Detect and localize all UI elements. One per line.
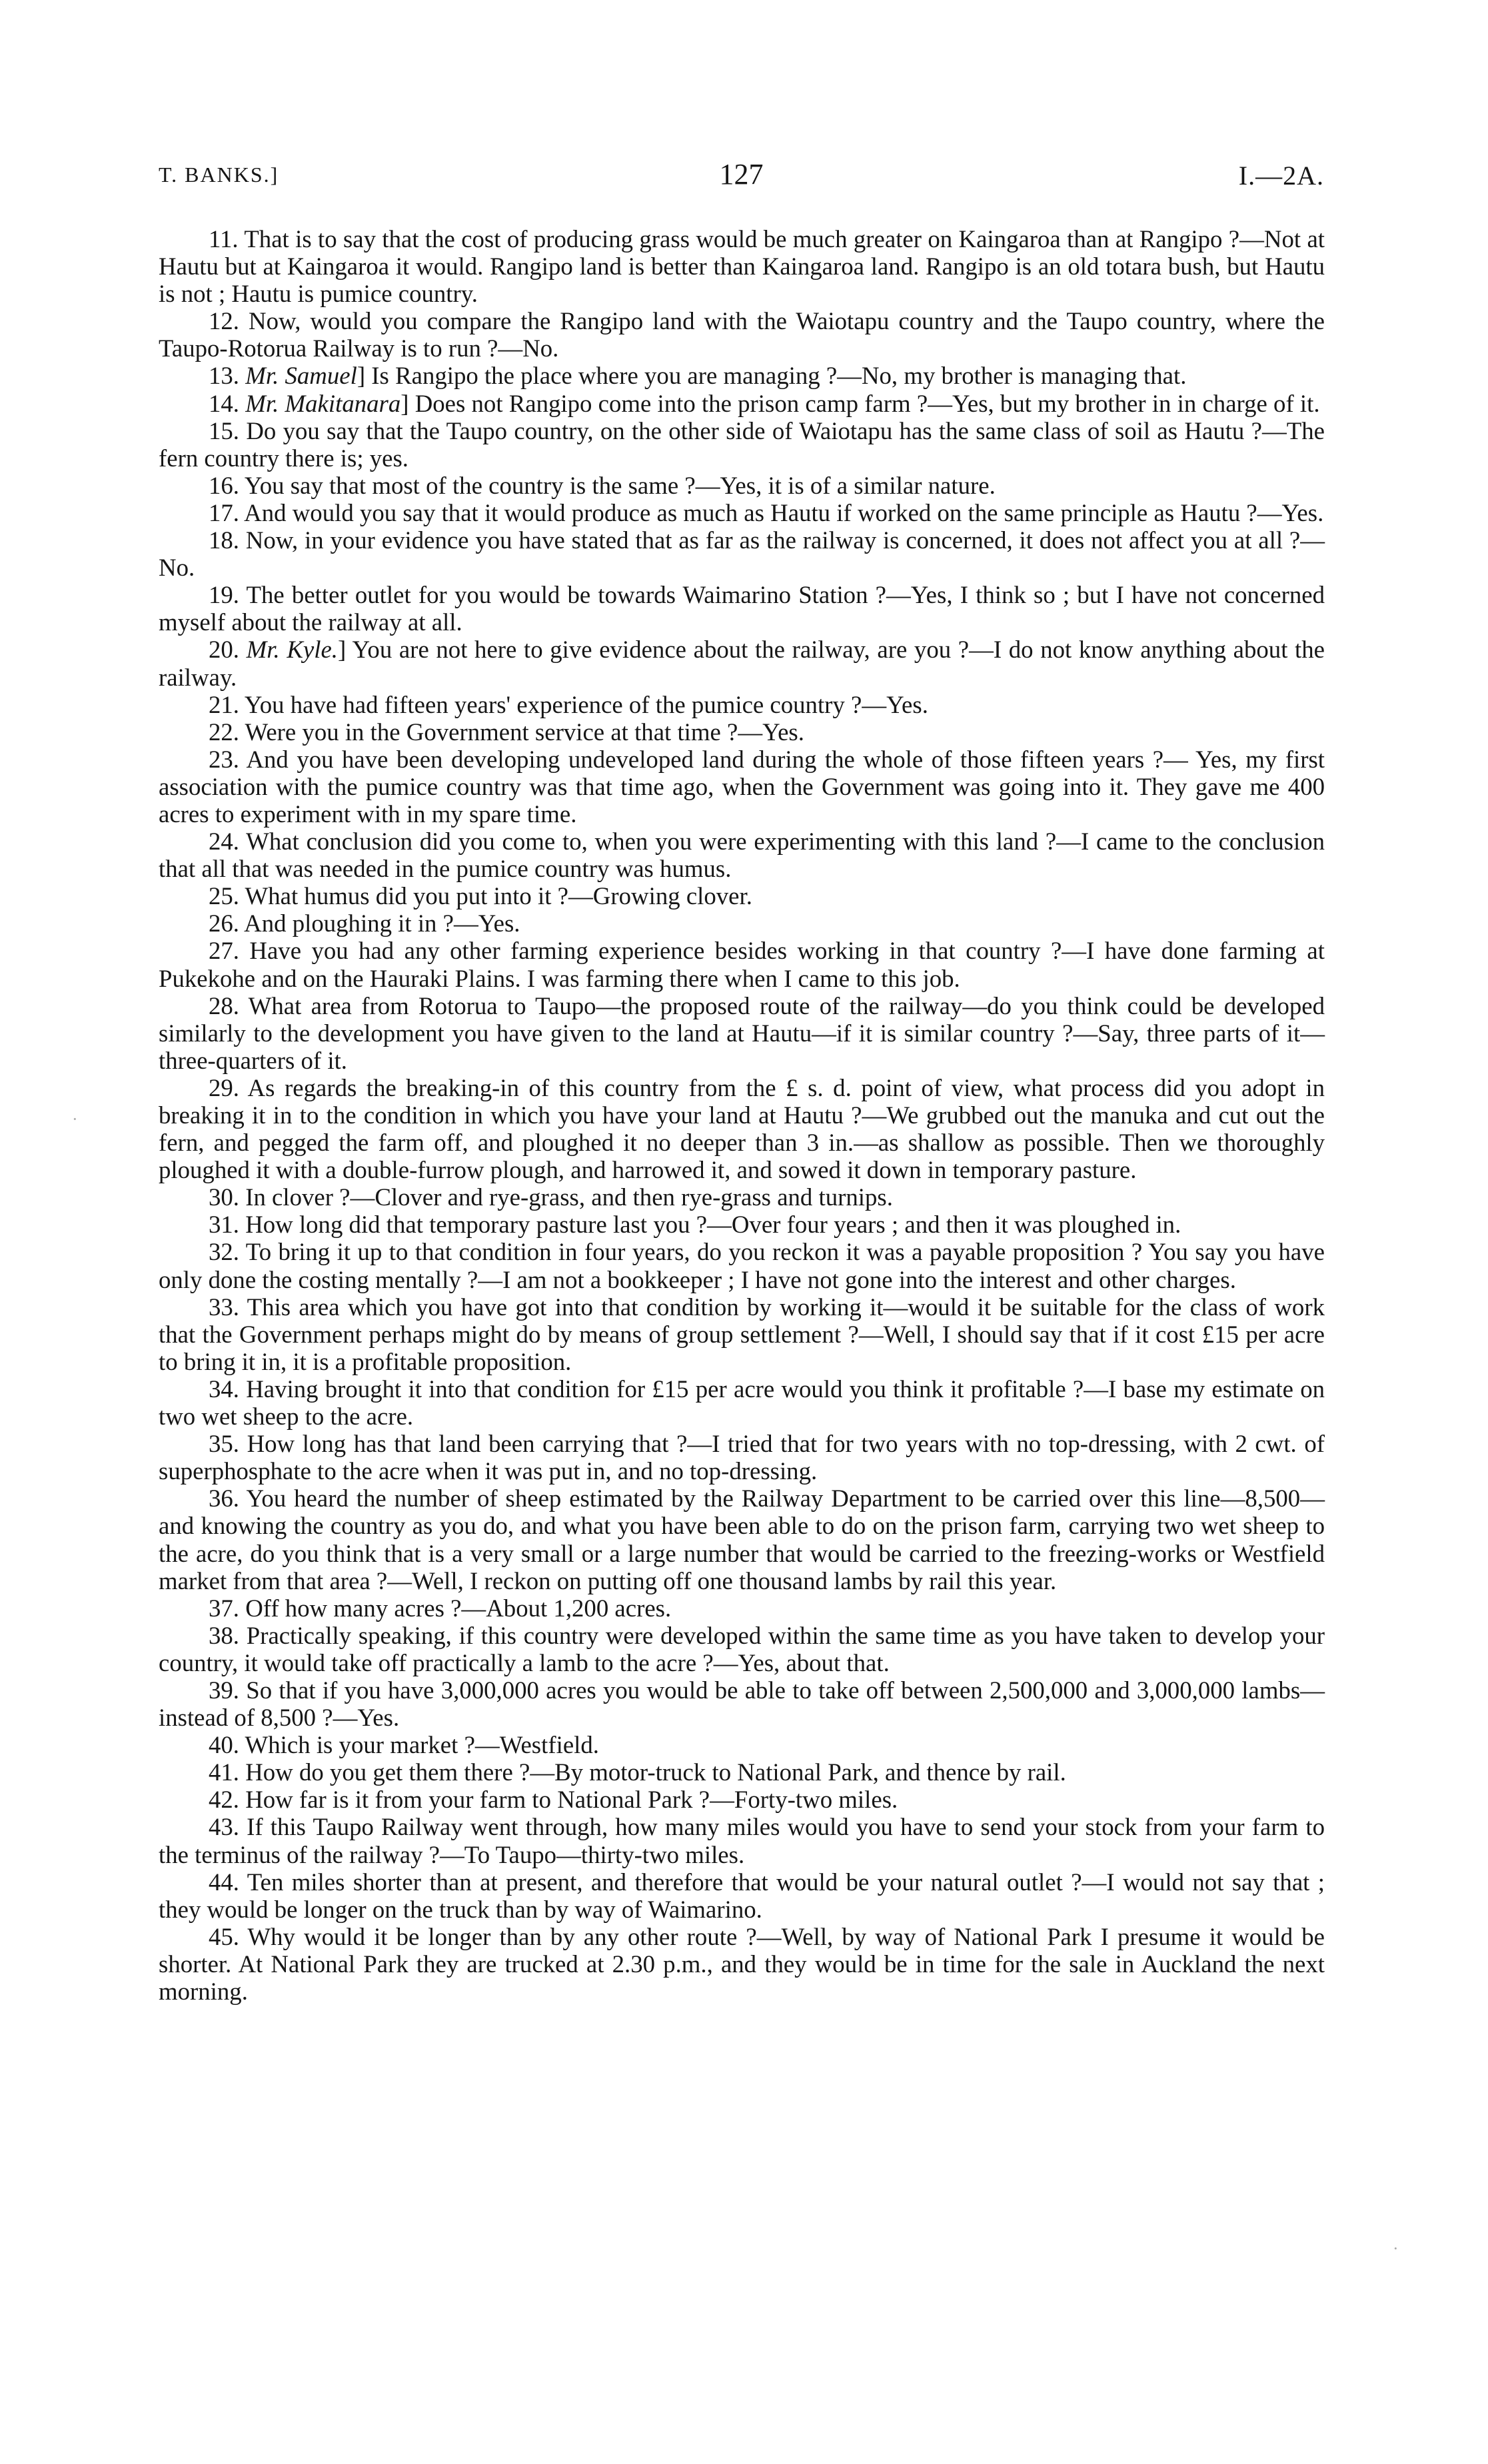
question-45: 45. Why would it be longer than by any other route ?—Well, by way of National Park I presume it would be shorter. At National Park they are trucked at 2.30 p.m., and they would be in time for the sale in Auckland the next morning. <box>159 1922 1325 2005</box>
question-31: 31. How long did that temporary pasture last you ?—Over four years ; and then it was ploughed in. <box>209 1211 1181 1239</box>
question-35: 35. How long has that land been carrying that ?—I tried that for two years with no top-dressing, with 2 cwt. of superphosphate to the acre when it was put in, and no top-dressing. <box>159 1430 1325 1485</box>
question-41: 41. How do you get them there ?—By motor-truck to National Park, and thence by rail. <box>209 1758 1066 1786</box>
question-24: 24. What conclusion did you come to, when you were experimenting with this land ?—I came to the conclusion that all that was needed in the pumice country was humus. <box>159 828 1325 883</box>
question-30: 30. In clover ?—Clover and rye-grass, and then rye-grass and turnips. <box>209 1183 893 1211</box>
question-43: 43. If this Taupo Railway went through, how many miles would you have to send your stock from your farm to the terminus of the railway ?—To Taupo—thirty-two miles. <box>159 1813 1325 1868</box>
page-number: 127 <box>719 158 764 191</box>
document-reference: I.—2A. <box>1238 161 1324 191</box>
scan-speck: · <box>1393 2239 1399 2258</box>
question-18: 18. Now, in your evidence you have stated that as far as the railway is concerned, it does not affect you at all ?—No. <box>159 526 1325 582</box>
question-19: 19. The better outlet for you would be towards Waimarino Station ?—Yes, I think so ; but I have not concerned myself about the railway at all. <box>159 581 1325 636</box>
question-27: 27. Have you had any other farming experience besides working in that country ?—I have done farming at Pukekohe and on the Hauraki Plains. I was farming there when I came to this job. <box>159 937 1325 992</box>
page-header <box>159 157 1324 197</box>
question-13: 13. Mr. Samuel] Is Rangipo the place where you are managing ?—No, my brother is managing that. <box>209 362 1187 390</box>
question-42: 42. How far is it from your farm to National Park ?—Forty-two miles. <box>209 1786 898 1814</box>
question-44: 44. Ten miles shorter than at present, and therefore that would be your natural outlet ?—I would not say that ; they would be longer on the truck than by way of Waimarino. <box>159 1868 1325 1923</box>
question-16: 16. You say that most of the country is the same ?—Yes, it is of a similar nature. <box>209 471 996 499</box>
question-33: 33. This area which you have got into that condition by working it—would it be suitable for the class of work that the Government perhaps might do by means of group settlement ?—Well, I should say that if it cost £15 per acre to bring it in, it is a profitable proposition. <box>159 1293 1325 1375</box>
question-37: 37. Off how many acres ?—About 1,200 acres. <box>209 1594 672 1622</box>
question-14: 14. Mr. Makitanara] Does not Rangipo come into the prison camp farm ?—Yes, but my brother in in charge of it. <box>209 389 1320 417</box>
question-32: 32. To bring it up to that condition in four years, do you reckon it was a payable proposition ? You say you have only done the costing mentally ?—I am not a bookkeeper ; I have not gone into the interest and other charges. <box>159 1238 1325 1293</box>
speaker-name: Mr. Kyle. <box>246 636 338 664</box>
question-34: 34. Having brought it into that condition for £15 per acre would you think it profitable ?—I base my estimate on two wet sheep to the acre. <box>159 1375 1325 1431</box>
testimony-body <box>159 225 1325 2005</box>
question-21: 21. You have had fifteen years' experience of the pumice country ?—Yes. <box>209 690 928 718</box>
question-26: 26. And ploughing it in ?—Yes. <box>209 910 520 937</box>
question-12: 12. Now, would you compare the Rangipo land with the Waiotapu country and the Taupo country, where the Taupo-Rotorua Railway is to run ?—No. <box>159 307 1325 362</box>
speaker-name: Mr. Makitanara <box>245 389 401 417</box>
question-36: 36. You heard the number of sheep estimated by the Railway Department to be carried over this line—8,500—and knowing the country as you do, and what you have been able to do on the prison farm, carrying two wet sheep to the acre, do you think that is a very small or a large number that would be carried to the freezing-works or Westfield market from that area ?—Well, I reckon on putting off one thousand lambs by rail this year. <box>159 1485 1325 1594</box>
speaker-name: Mr. Samuel <box>245 362 357 390</box>
question-17: 17. And would you say that it would produce as much as Hautu if worked on the same principle as Hautu ?—Yes. <box>209 498 1324 526</box>
scan-speck: · <box>72 1109 78 1129</box>
question-39: 39. So that if you have 3,000,000 acres you would be able to take off between 2,500,000 and 3,000,000 lambs—instead of 8,500 ?—Yes. <box>159 1676 1325 1732</box>
question-29: 29. As regards the breaking-in of this country from the £ s. d. point of view, what process did you adopt in breaking it in to the condition in which you have your land at Hautu ?—We grubbed out the manuka and cut out the fern, and pegged the farm off, and ploughed it no deeper than 3 in.—as shallow as possible. Then we thoroughly ploughed it with a double-furrow plough, and harrowed it, and sowed it down in temporary pasture. <box>159 1073 1325 1184</box>
question-22: 22. Were you in the Government service at that time ?—Yes. <box>209 718 804 746</box>
question-38: 38. Practically speaking, if this country were developed within the same time as you have taken to develop your country, it would take off practically a lamb to the acre ?—Yes, about that. <box>159 1621 1325 1676</box>
question-11: 11. That is to say that the cost of producing grass would be much greater on Kaingaroa than at Rangipo ?—Not at Hautu but at Kaingaroa it would. Rangipo land is better than Kaingaroa land. Rangipo is an old totara bush, but Hautu is not ; Hautu is pumice country. <box>159 225 1325 308</box>
question-25: 25. What humus did you put into it ?—Growing clover. <box>209 882 752 910</box>
question-40: 40. Which is your market ?—Westfield. <box>209 1731 599 1759</box>
question-28: 28. What area from Rotorua to Taupo—the proposed route of the railway—do you think could be developed similarly to the development you have given to the land at Hautu—if it is similar country ?—Say, three parts of it—three-quarters of it. <box>159 991 1325 1074</box>
witness-name: T. BANKS.] <box>159 163 279 187</box>
question-23: 23. And you have been developing undeveloped land during the whole of those fifteen years ?— Yes, my first association with the pumice country was that time ago, when the Government was going into it. They gave me 400 acres to experiment with in my spare time. <box>159 745 1325 828</box>
question-15: 15. Do you say that the Taupo country, on the other side of Waiotapu has the same class of soil as Hautu ?—The fern country there is; yes. <box>159 416 1325 472</box>
question-20: 20. Mr. Kyle.] You are not here to give evidence about the railway, are you ?—I do not know anything about the railway. <box>159 636 1325 691</box>
